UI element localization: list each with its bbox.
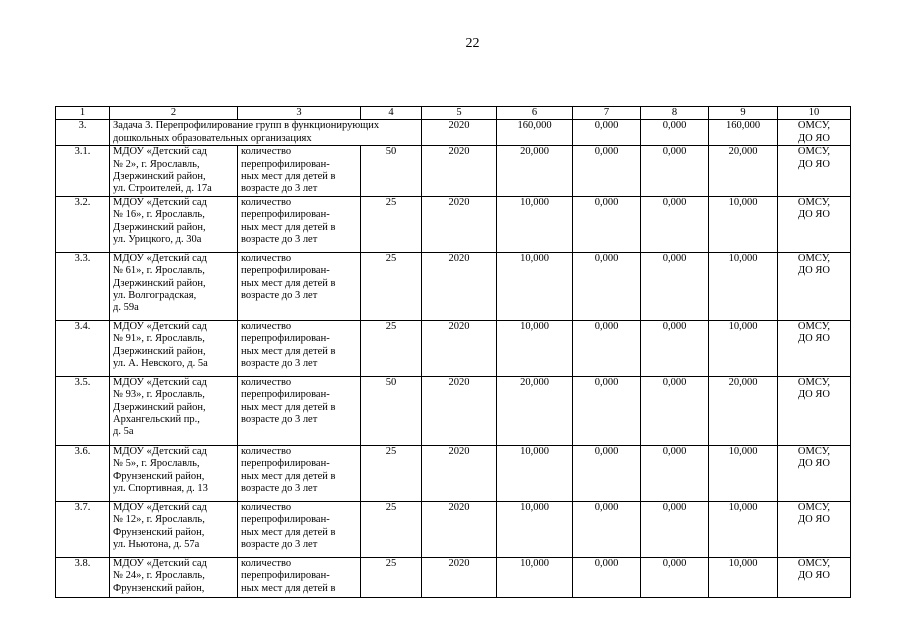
task-local: 160,000 <box>709 120 778 146</box>
organization: МДОУ «Детский сад № 93», г. Ярославль, Дзержинский район, Архангельский пр., д. 5а <box>110 376 238 445</box>
column-number: 6 <box>497 107 573 120</box>
year: 2020 <box>422 196 497 252</box>
organization: МДОУ «Детский сад № 12», г. Ярославль, Фрунзенский район, ул. Ньютона, д. 57а <box>110 501 238 557</box>
program-table <box>55 106 851 598</box>
regional-funding: 0,000 <box>641 196 709 252</box>
local-funding: 20,000 <box>709 376 778 445</box>
indicator-value: 50 <box>361 146 422 197</box>
task-regional: 0,000 <box>641 120 709 146</box>
indicator: количество перепрофилирован- ных мест для детей в возрасте до 3 лет <box>238 501 361 557</box>
indicator: количество перепрофилирован- ных мест для детей в возрасте до 3 лет <box>238 196 361 252</box>
local-funding: 10,000 <box>709 445 778 501</box>
column-number-row <box>56 107 851 120</box>
federal-funding: 0,000 <box>573 445 641 501</box>
column-number: 10 <box>778 107 851 120</box>
local-funding: 10,000 <box>709 252 778 320</box>
indicator-value: 25 <box>361 252 422 320</box>
organization: МДОУ «Детский сад № 16», г. Ярославль, Дзержинский район, ул. Урицкого, д. 30а <box>110 196 238 252</box>
federal-funding: 0,000 <box>573 146 641 197</box>
year: 2020 <box>422 252 497 320</box>
responsible: ОМСУ, ДО ЯО <box>778 146 851 197</box>
table-row <box>56 376 851 445</box>
column-number: 9 <box>709 107 778 120</box>
column-number: 7 <box>573 107 641 120</box>
organization: МДОУ «Детский сад № 24», г. Ярославль, Фрунзенский район, <box>110 557 238 597</box>
total-funding: 10,000 <box>497 557 573 597</box>
row-number: 3.5. <box>56 376 110 445</box>
regional-funding: 0,000 <box>641 376 709 445</box>
task-responsible: ОМСУ, ДО ЯО <box>778 120 851 146</box>
federal-funding: 0,000 <box>573 196 641 252</box>
table-row <box>56 252 851 320</box>
column-number: 3 <box>238 107 361 120</box>
total-funding: 20,000 <box>497 376 573 445</box>
total-funding: 10,000 <box>497 445 573 501</box>
local-funding: 10,000 <box>709 501 778 557</box>
organization: МДОУ «Детский сад № 61», г. Ярославль, Дзержинский район, ул. Волгоградская, д. 59а <box>110 252 238 320</box>
responsible: ОМСУ, ДО ЯО <box>778 376 851 445</box>
regional-funding: 0,000 <box>641 445 709 501</box>
total-funding: 10,000 <box>497 252 573 320</box>
year: 2020 <box>422 320 497 376</box>
local-funding: 10,000 <box>709 196 778 252</box>
indicator-value: 50 <box>361 376 422 445</box>
column-number: 8 <box>641 107 709 120</box>
page-number: 22 <box>465 36 480 51</box>
total-funding: 10,000 <box>497 501 573 557</box>
total-funding: 10,000 <box>497 196 573 252</box>
indicator-value: 25 <box>361 501 422 557</box>
task-total: 160,000 <box>497 120 573 146</box>
table-row <box>56 557 851 597</box>
task-year: 2020 <box>422 120 497 146</box>
task-federal: 0,000 <box>573 120 641 146</box>
row-number: 3.8. <box>56 557 110 597</box>
year: 2020 <box>422 501 497 557</box>
regional-funding: 0,000 <box>641 501 709 557</box>
row-number: 3.6. <box>56 445 110 501</box>
table-row <box>56 445 851 501</box>
table-row <box>56 146 851 197</box>
indicator: количество перепрофилирован- ных мест для детей в возрасте до 3 лет <box>238 252 361 320</box>
regional-funding: 0,000 <box>641 557 709 597</box>
indicator-value: 25 <box>361 557 422 597</box>
year: 2020 <box>422 557 497 597</box>
federal-funding: 0,000 <box>573 501 641 557</box>
indicator: количество перепрофилирован- ных мест для детей в <box>238 557 361 597</box>
indicator: количество перепрофилирован- ных мест для детей в возрасте до 3 лет <box>238 376 361 445</box>
indicator: количество перепрофилирован- ных мест для детей в возрасте до 3 лет <box>238 146 361 197</box>
row-number: 3.2. <box>56 196 110 252</box>
responsible: ОМСУ, ДО ЯО <box>778 320 851 376</box>
table-row <box>56 501 851 557</box>
federal-funding: 0,000 <box>573 320 641 376</box>
task-row <box>56 120 851 146</box>
task-number: 3. <box>56 120 110 146</box>
federal-funding: 0,000 <box>573 252 641 320</box>
organization: МДОУ «Детский сад № 91», г. Ярославль, Дзержинский район, ул. А. Невского, д. 5а <box>110 320 238 376</box>
row-number: 3.3. <box>56 252 110 320</box>
responsible: ОМСУ, ДО ЯО <box>778 196 851 252</box>
column-number: 1 <box>56 107 110 120</box>
responsible: ОМСУ, ДО ЯО <box>778 252 851 320</box>
responsible: ОМСУ, ДО ЯО <box>778 501 851 557</box>
local-funding: 10,000 <box>709 557 778 597</box>
indicator: количество перепрофилирован- ных мест для детей в возрасте до 3 лет <box>238 445 361 501</box>
row-number: 3.7. <box>56 501 110 557</box>
organization: МДОУ «Детский сад № 5», г. Ярославль, Фрунзенский район, ул. Спортивная, д. 13 <box>110 445 238 501</box>
organization: МДОУ «Детский сад № 2», г. Ярославль, Дзержинский район, ул. Строителей, д. 17а <box>110 146 238 197</box>
federal-funding: 0,000 <box>573 557 641 597</box>
total-funding: 10,000 <box>497 320 573 376</box>
column-number: 5 <box>422 107 497 120</box>
federal-funding: 0,000 <box>573 376 641 445</box>
indicator-value: 25 <box>361 320 422 376</box>
row-number: 3.1. <box>56 146 110 197</box>
year: 2020 <box>422 445 497 501</box>
indicator-value: 25 <box>361 445 422 501</box>
indicator-value: 25 <box>361 196 422 252</box>
local-funding: 20,000 <box>709 146 778 197</box>
task-title: Задача 3. Перепрофилирование групп в функционирующих дошкольных образовательных организациях <box>110 120 422 146</box>
table-row <box>56 320 851 376</box>
regional-funding: 0,000 <box>641 252 709 320</box>
responsible: ОМСУ, ДО ЯО <box>778 557 851 597</box>
responsible: ОМСУ, ДО ЯО <box>778 445 851 501</box>
indicator: количество перепрофилирован- ных мест для детей в возрасте до 3 лет <box>238 320 361 376</box>
local-funding: 10,000 <box>709 320 778 376</box>
year: 2020 <box>422 376 497 445</box>
table-row <box>56 196 851 252</box>
regional-funding: 0,000 <box>641 146 709 197</box>
row-number: 3.4. <box>56 320 110 376</box>
year: 2020 <box>422 146 497 197</box>
column-number: 2 <box>110 107 238 120</box>
regional-funding: 0,000 <box>641 320 709 376</box>
total-funding: 20,000 <box>497 146 573 197</box>
column-number: 4 <box>361 107 422 120</box>
